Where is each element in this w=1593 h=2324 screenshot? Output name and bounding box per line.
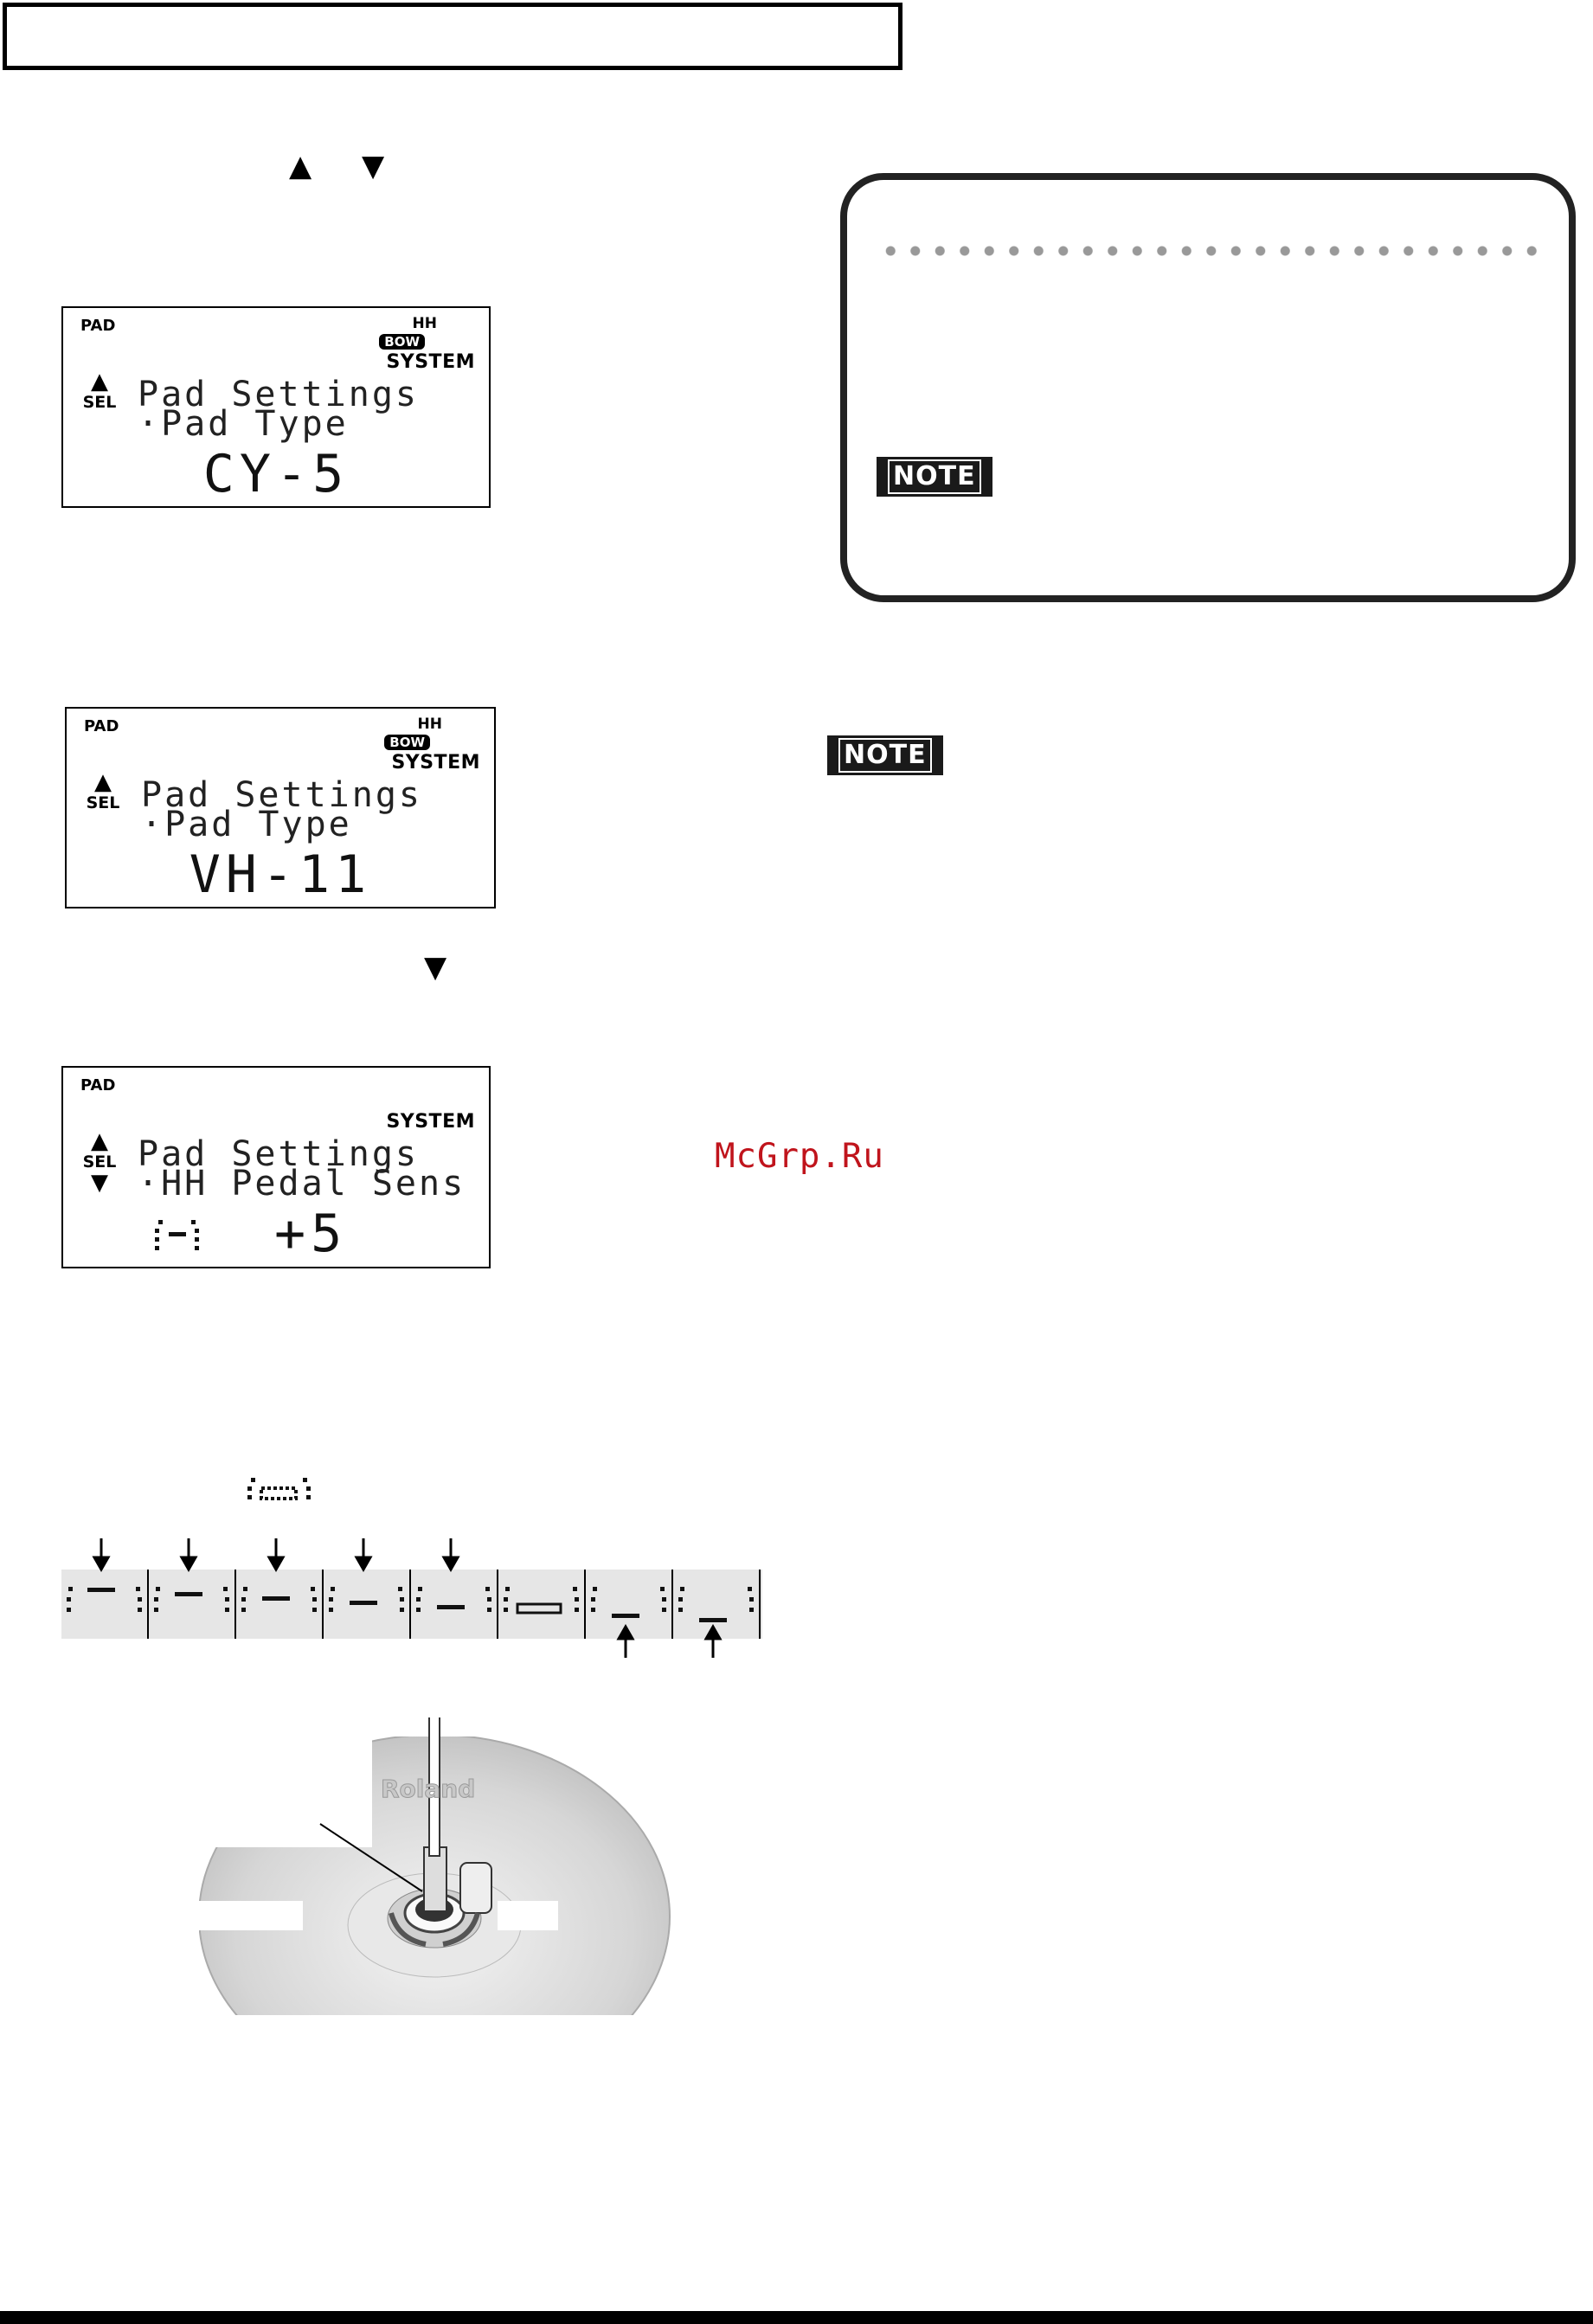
pad-label: PAD <box>80 1076 116 1095</box>
pointer-up-arrow-icon <box>615 1623 636 1658</box>
hi-hat-cymbal-illustration <box>199 1717 671 2015</box>
sensitivity-strip <box>61 1570 762 1639</box>
pointer-down-arrow-icon <box>178 1538 199 1573</box>
lcd-line-2: ·HH Pedal Sens <box>138 1164 466 1204</box>
sel-indicator <box>80 1130 119 1194</box>
sel-down-icon: ▼ <box>91 1170 108 1196</box>
lcd-display-hh-pedal-sens <box>61 1066 491 1268</box>
system-label: SYSTEM <box>386 351 475 373</box>
pad-label: PAD <box>84 717 119 735</box>
pointer-down-arrow-icon <box>353 1538 374 1573</box>
lcd-line-2: ·Pad Type <box>141 805 352 844</box>
roland-logo: Roland <box>381 1775 476 1803</box>
strip-cell <box>498 1570 586 1639</box>
bow-badge: BOW <box>384 735 430 750</box>
sel-up-icon: ▲ <box>91 1128 108 1154</box>
bow-badge: BOW <box>379 334 425 350</box>
pointer-down-arrow-icon <box>266 1538 286 1573</box>
lcd-display-cy5 <box>61 306 491 508</box>
sel-up-icon: ▲ <box>94 769 112 795</box>
lcd-value: +5 <box>274 1204 348 1264</box>
up-arrow-icon: ▲ <box>289 149 312 183</box>
system-label: SYSTEM <box>391 752 480 774</box>
pointer-down-arrow-icon <box>91 1538 112 1573</box>
strip-meter-icon <box>324 1570 411 1639</box>
sel-label: SEL <box>82 393 117 412</box>
lcd-line-2: ·Pad Type <box>138 404 349 444</box>
strip-cell <box>324 1570 411 1639</box>
lcd-display-vh11 <box>65 707 496 908</box>
note-frame <box>840 173 1576 602</box>
hh-label: HH <box>412 315 437 332</box>
strip-cell <box>411 1570 498 1639</box>
lcd-line-1: Pad Settings <box>138 1134 419 1174</box>
strip-meter-icon <box>236 1570 324 1639</box>
strip-meter-icon <box>411 1570 498 1639</box>
sel-indicator <box>80 370 119 412</box>
lcd-line-1: Pad Settings <box>141 775 422 815</box>
sel-label: SEL <box>82 1152 117 1172</box>
strip-cell <box>149 1570 236 1639</box>
pointer-down-arrow-icon <box>440 1538 461 1573</box>
note-badge: NOTE <box>827 735 943 775</box>
lcd-value: VH-11 <box>189 844 372 905</box>
note-badge: NOTE <box>877 457 992 497</box>
pointer-up-arrow-icon <box>703 1623 723 1658</box>
strip-meter-icon <box>149 1570 236 1639</box>
pad-label: PAD <box>80 317 116 335</box>
lcd-line-1: Pad Settings <box>138 375 419 414</box>
sel-label: SEL <box>86 793 120 812</box>
level-meter-icon <box>153 1217 202 1255</box>
down-arrow-icon: ▼ <box>362 149 385 183</box>
lcd-value: CY-5 <box>202 444 350 504</box>
dotted-divider <box>878 245 1545 257</box>
strip-cell <box>236 1570 324 1639</box>
sel-indicator <box>84 771 122 812</box>
footer-bar <box>0 2311 1593 2324</box>
hh-label: HH <box>417 716 442 733</box>
watermark: McGrp.Ru <box>715 1137 884 1176</box>
strip-meter-icon <box>498 1570 586 1639</box>
strip-cell <box>61 1570 149 1639</box>
sel-up-icon: ▲ <box>91 369 108 395</box>
strip-meter-icon <box>61 1570 149 1639</box>
system-label: SYSTEM <box>386 1111 475 1133</box>
level-meter-icon <box>247 1478 312 1502</box>
down-arrow-icon: ▼ <box>424 950 447 985</box>
header-box <box>3 3 902 70</box>
